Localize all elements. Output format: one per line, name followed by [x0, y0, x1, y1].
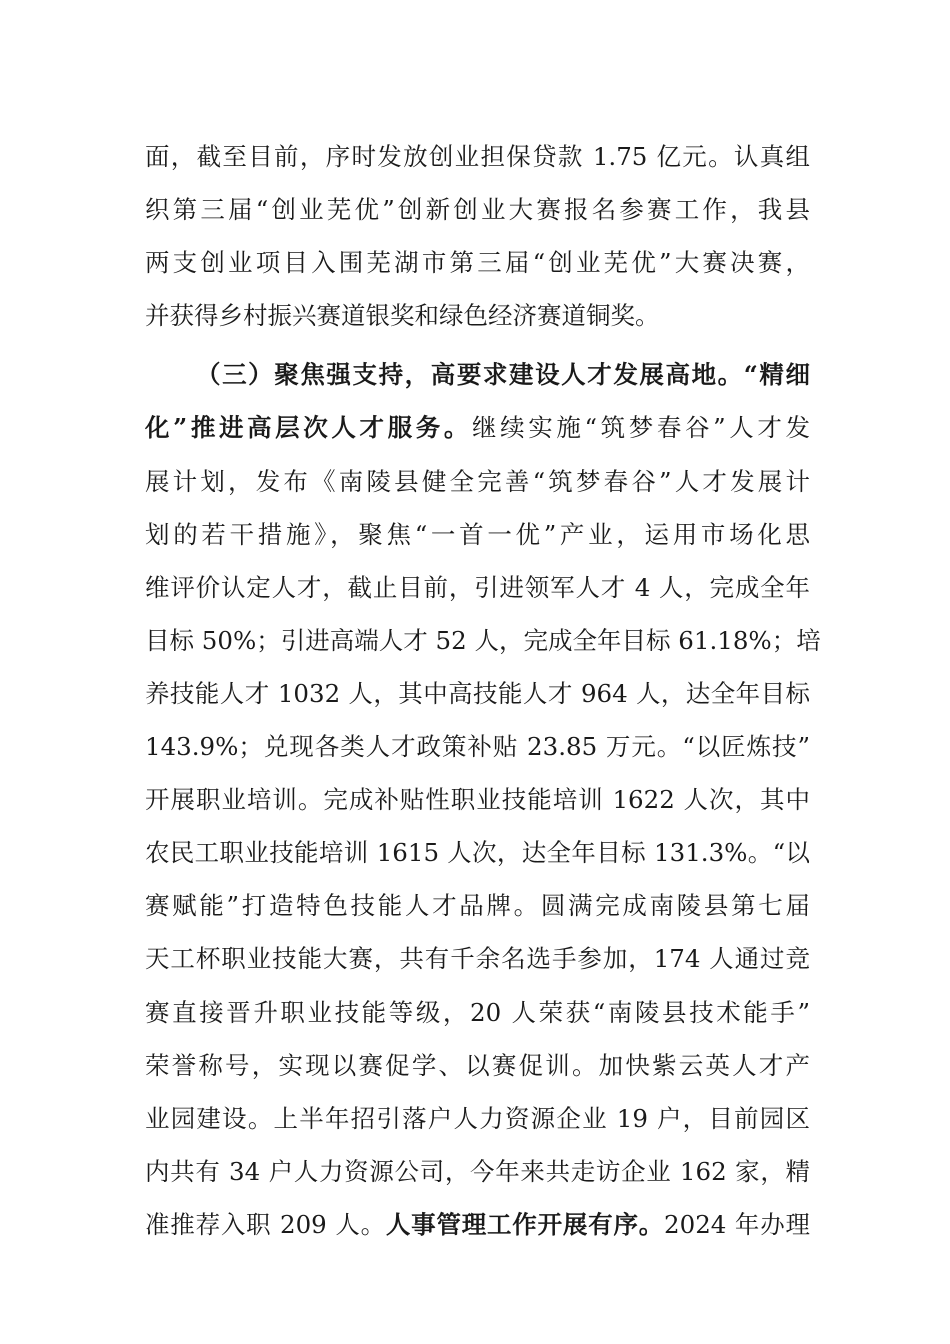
text-line	[145, 1198, 810, 1251]
text-span: 继续实施“筑梦春谷”人才发	[472, 413, 810, 443]
text-line: 开展职业培训。完成补贴性职业技能培训 1622 人次，其中	[145, 785, 810, 815]
text-line: 内共有 34 户人力资源公司，今年来共走访企业 162 家，精	[145, 1156, 810, 1186]
text-span: 2024 年办理	[664, 1209, 811, 1239]
text-line: 维评价认定人才，截止目前，引进领军人才 4 人，完成全年	[145, 572, 810, 602]
paragraph-2	[145, 348, 821, 1251]
text-line: 目标 50%；引进高端人才 52 人，完成全年目标 61.18%；培	[145, 625, 821, 655]
paragraph-1	[145, 130, 810, 342]
text-line: 赛直接晋升职业技能等级，20 人荣获“南陵县技术能手”	[145, 997, 810, 1027]
text-line: 划的若干措施》，聚焦“一首一优”产业，运用市场化思	[145, 519, 810, 549]
text-line: 业园建设。上半年招引落户人力资源企业 19 户，目前园区	[145, 1103, 810, 1133]
subheading-inline: 人事管理工作开展有序。	[385, 1209, 665, 1239]
text-line: 织第三届“创业芜优”创新创业大赛报名参赛工作，我县	[145, 195, 810, 225]
text-line: 面，截至目前，序时发放创业担保贷款 1.75 亿元。认真组	[145, 142, 810, 171]
text-line: 赛赋能”打造特色技能人才品牌。圆满完成南陵县第七届	[145, 891, 810, 921]
text-line: 并获得乡村振兴赛道银奖和绿色经济赛道铜奖。	[145, 301, 660, 331]
section-heading-line: （三）聚焦强支持，高要求建设人才发展高地。“精细	[196, 360, 810, 390]
text-line: 143.9%；兑现各类人才政策补贴 23.85 万元。“以匠炼技”	[145, 732, 810, 762]
subheading-inline: 化”推进高层次人才服务。	[145, 413, 473, 443]
text-line: 农民工职业技能培训 1615 人次，达全年目标 131.3%。“以	[145, 838, 810, 868]
text-span: 准推荐入职 209 人。	[145, 1209, 386, 1239]
text-line: 荣誉称号，实现以赛促学、以赛促训。加快紫云英人才产	[145, 1050, 810, 1080]
text-line: 展计划，发布《南陵县健全完善“筑梦春谷”人才发展计	[145, 466, 810, 496]
document-body	[145, 130, 821, 1251]
text-line: 天工杯职业技能大赛，共有千余名选手参加，174 人通过竞	[145, 944, 810, 974]
text-line: 养技能人才 1032 人，其中高技能人才 964 人，达全年目标	[145, 678, 810, 708]
text-line	[145, 401, 810, 454]
text-line: 两支创业项目入围芜湖市第三届“创业芜优”大赛决赛，	[145, 248, 810, 278]
